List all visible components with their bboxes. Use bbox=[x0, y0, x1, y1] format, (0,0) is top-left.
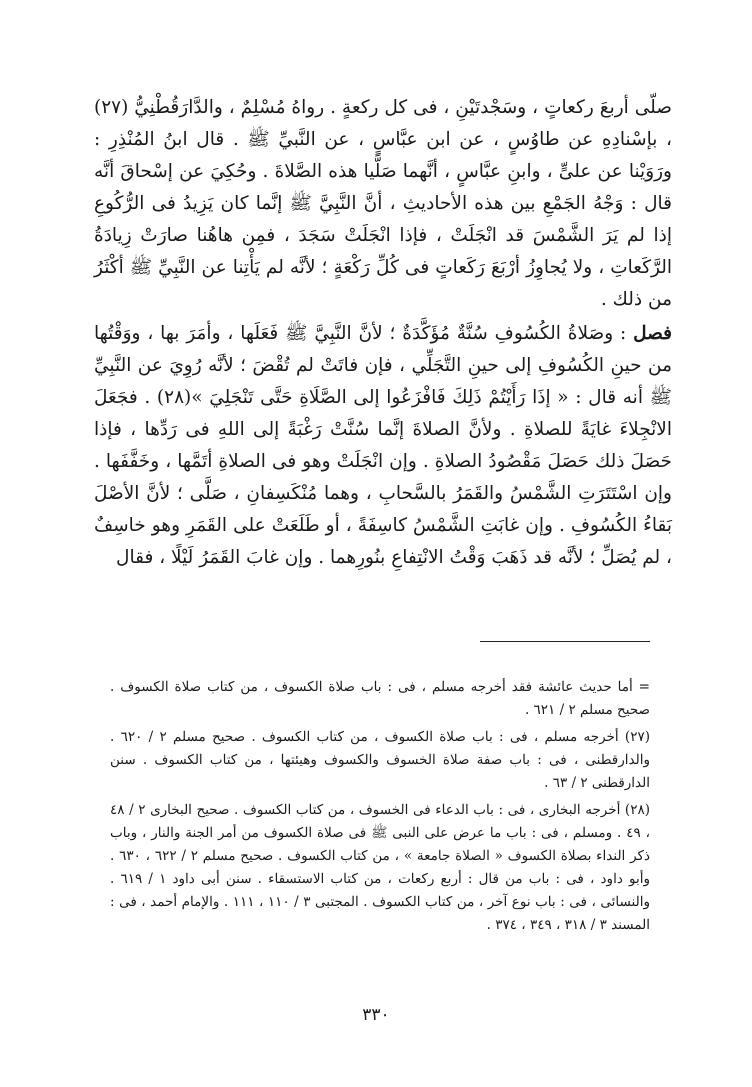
fasl-text: : وصَلاةُ الكُسُوفِ سُنَّةٌ مُؤَكَّدَةٌ ؛ لأنَّ النَّبِيَّ ﷺ فَعَلَها ، وأمَرَ بها ، ووَقْتُها من حينِ الكُسُوفِ إلى حينِ التَّجَلِّي ، فإن فاتَتْ لم تُقْضَ ؛ لأنَّه رُوِيَ عن النَّبِيِّ ﷺ أنه قال : « إذَا رَأَيْتُمْ ذَلِكَ فَافْزَعُوا إلى الصَّلَاةِ حَتَّى تَنْجَلِيَ »(٢٨) . فجَعَلَ الانْجِلاءَ غايَةً للصلاةِ . ولأنَّ الصلاةَ إنَّما سُنَّتْ رَغْبَةً إلى اللهِ فى رَدِّها ، فإذا حَصَلَ ذلك حَصَلَ مَقْصُودُ الصلاةِ . وإن انْجَلَتْ وهو فى الصلاةِ أتَمَّها ، وخَفَّفَها . وإن اسْتَتَرَتِ الشَّمْسُ والقَمَرُ بالسَّحابِ ، وهما مُنْكَسِفانِ ، صَلَّى ؛ لأنَّ الأصْلَ بَقاءُ الكُسُوفِ . وإن غابَتِ الشَّمْسُ كاسِفَةً ، أو طَلَعَتْ على القَمَرِ وهو خاسِفٌ ، لم يُصَلِّ ؛ لأنَّه قد ذَهَبَ وَقْتُ الانْتِفاعِ بنُورِهما . وإن غابَ القَمَرُ لَيْلًا ، فقال bbox=[94, 323, 672, 568]
footnotes bbox=[110, 676, 650, 941]
page-number: ٣٣٠ bbox=[362, 1005, 390, 1025]
paragraph-1: صلّى أربعَ ركعاتٍ ، وسَجْدتَيْنِ ، فى كل ركعةٍ . رواهُ مُسْلِمٌ ، والدَّارَقُطْنِيُّ (٢٧) ، بإسْنادِهِ عن طاوُسٍ ، عن ابن عبَّاسٍ ، عن النَّبيِّ ﷺ . قال ابنُ المُنْذِرِ : ورَوَيْنا عن علىٍّ ، وابنِ عبَّاسٍ ، أنَّهما صَلَّيا هذه الصَّلاةَ . وحُكِيَ عن إسْحاقَ أنَّه قال : وَجْهُ الجَمْعِ بين هذه الأحاديثِ ، أنَّ النَّبِيَّ ﷺ إنَّما كان يَزِيدُ فى الرُّكُوعِ إذا لم يَرَ الشَّمْسَ قد انْجَلَتْ ، فإذا انْجَلَتْ سَجَدَ ، فمِن هاهُنا صارَتْ زِيادَةُ الرَّكَعاتِ ، ولا يُجاوِزُ أرْبَعَ رَكَعاتٍ فى كُلِّ رَكْعَةٍ ؛ لأنَّه لم يَأْتِنا عن النَّبِيِّ ﷺ أكْثَرُ من ذلك . bbox=[94, 97, 672, 310]
paragraph-fasl bbox=[94, 318, 672, 574]
footnote-divider bbox=[480, 641, 650, 642]
main-text bbox=[94, 92, 672, 574]
footnote-28: (٢٨) أخرجه البخارى ، فى : باب الدعاء فى الخسوف ، من كتاب الكسوف . صحيح البخارى ٢ / ٤٨ ، ٤٩ . ومسلم ، فى : باب ما عرض على النبى ﷺ فى صلاة الكسوف من أمر الجنة والنار ، وباب ذكر النداء بصلاة الكسوف « الصلاة جامعة » ، من كتاب الكسوف . صحيح مسلم ٢ / ٦٢٢ ، ٦٣٠ . وأبو داود ، فى : باب من قال : أربع ركعات ، من كتاب الاستسقاء . سنن أبى داود ١ / ٦١٩ . والنسائى ، فى : باب نوع آخر ، من كتاب الكسوف . المجتبى ٣ / ١١٠ ، ١١١ . والإمام أحمد ، فى : المسند ٣ / ٣١٨ ، ٣٤٩ ، ٣٧٤ . bbox=[110, 802, 650, 933]
footnote-continued: = أما حديث عائشة فقد أخرجه مسلم ، فى : باب صلاة الكسوف ، من كتاب صلاة الكسوف . صحيح مسلم ٢ / ٦٢١ . bbox=[110, 679, 650, 718]
fasl-heading: فصل bbox=[633, 323, 672, 344]
footnote-27: (٢٧) أخرجه مسلم ، فى : باب صلاة الكسوف ، من كتاب الكسوف . صحيح مسلم ٢ / ٦٢٠ . والدارقطنى ، فى : باب صفة صلاة الخسوف والكسوف وهيئتها ، من كتاب الكسوف . سنن الدارقطنى ٢ / ٦٣ . bbox=[110, 729, 650, 791]
